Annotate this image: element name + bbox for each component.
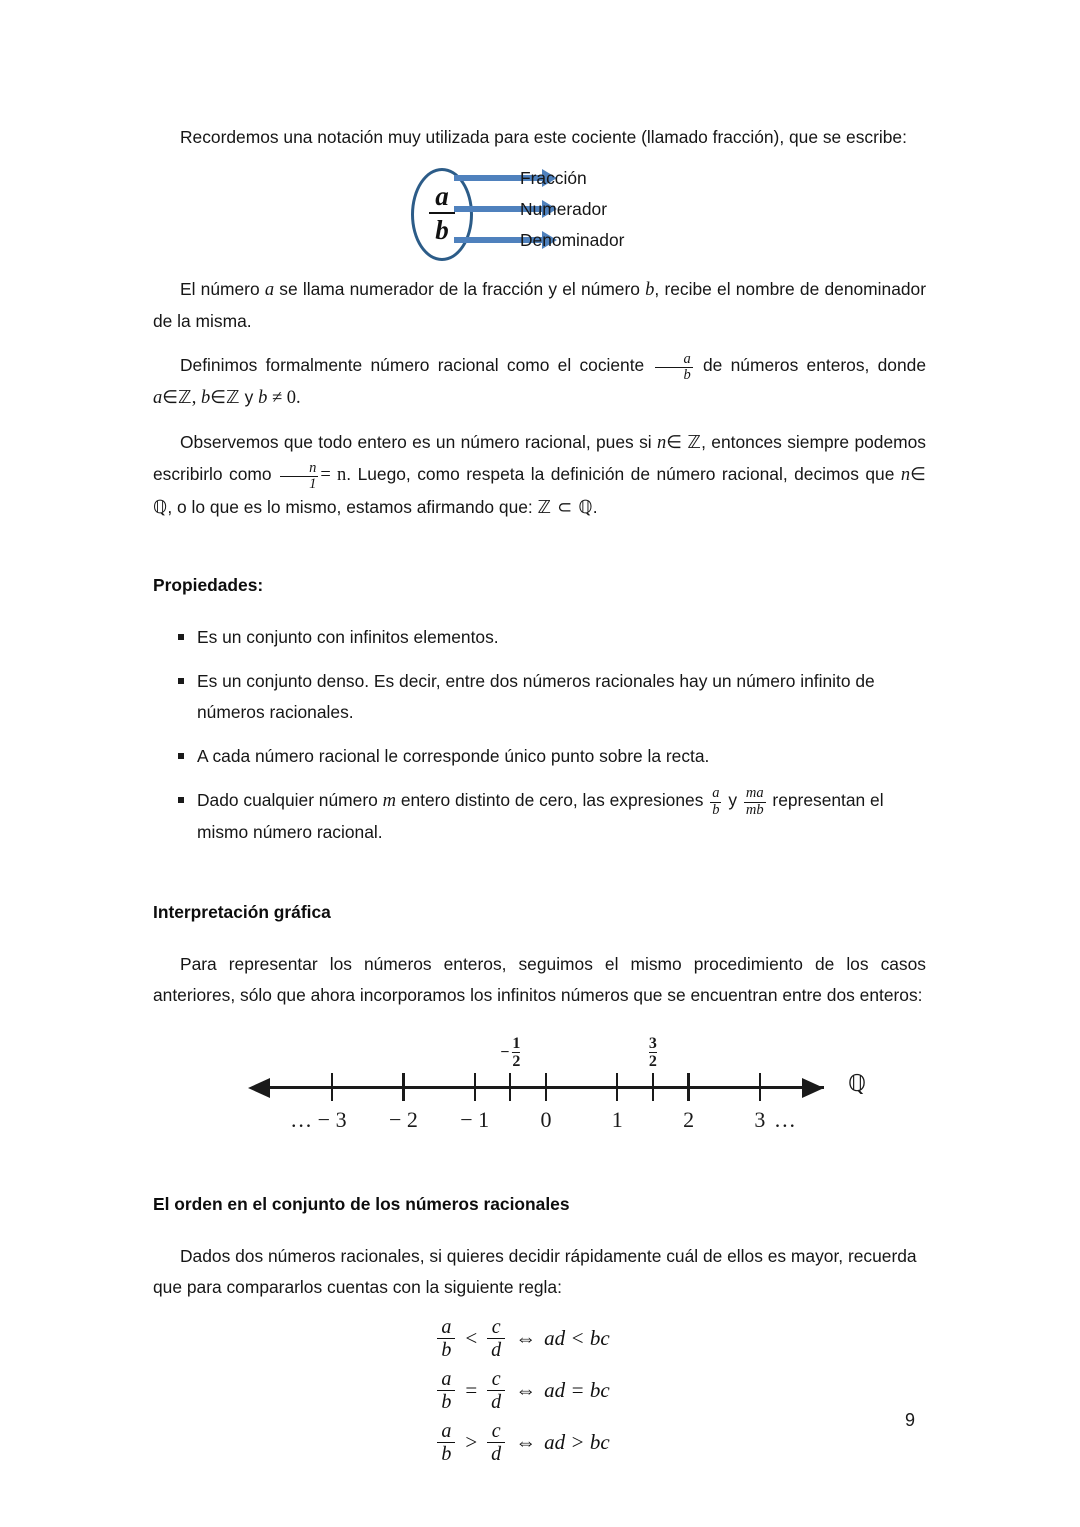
- equation-lhs-fraction: [437, 1368, 455, 1413]
- paragraph-orden: Dados dos números racionales, si quieres decidir rápidamente cuál de ellos es mayor, recuerda que para compararlos cuentas con la siguiente regla:: [153, 1245, 917, 1297]
- math-m: m: [382, 790, 396, 811]
- equation-lhs-fraction: [437, 1316, 455, 1361]
- inline-fraction-ma-over-mb: [744, 786, 766, 818]
- axis-tick-label: − 1: [460, 1106, 490, 1132]
- heading-el-orden: El orden en el conjunto de los números racionales: [153, 1193, 570, 1214]
- inline-fraction-a-over-b: [655, 352, 693, 384]
- paragraph-interpretacion: Para representar los números enteros, seguimos el mismo procedimiento de los casos anteriores, sólo que ahora incorporamos los infinitos números que se encuentran entre dos enteros:: [153, 953, 926, 1005]
- axis-tick-fraction: [652, 1073, 654, 1101]
- inline-fraction-a-over-b: [710, 786, 721, 818]
- fraction-stack: [649, 1035, 657, 1071]
- axis-arrow-right-icon: [802, 1078, 824, 1098]
- fraction-denominator: b: [712, 801, 720, 818]
- text-run: ,: [191, 388, 201, 409]
- fraction-denominator: 2: [512, 1053, 521, 1071]
- iff-operator: ⇔: [515, 1430, 537, 1455]
- text-run: , recibe el nombre de denominador de la misma.: [153, 279, 926, 331]
- axis-tick-label: 3: [754, 1106, 766, 1132]
- axis-tick: [687, 1073, 689, 1101]
- paragraph-observemos: [153, 427, 926, 522]
- list-item-text: Es un conjunto con infinitos elementos.: [197, 626, 499, 647]
- page-number: 9: [905, 1410, 916, 1430]
- math-set-z: ℤ: [537, 496, 552, 518]
- fraction-denominator-symbol: b: [435, 215, 449, 246]
- equation-row: [135, 1310, 908, 1362]
- fraction-numerator-symbol: a: [435, 181, 449, 211]
- equation-result: ad = bc: [544, 1378, 610, 1403]
- equation-row: [135, 1362, 908, 1414]
- math-b: b: [201, 388, 211, 409]
- label-numerador: Numerador: [520, 199, 607, 219]
- math-set-z: ℤ: [687, 432, 702, 454]
- text-run: Definimos formalmente número racional como el cociente: [180, 355, 653, 375]
- math-b: b: [258, 388, 268, 409]
- fraction-denominator: mb: [745, 801, 764, 818]
- math-element-of: ∈: [162, 387, 179, 409]
- axis-tick-label: − 2: [388, 1106, 418, 1132]
- bullet-square-icon: [178, 634, 184, 640]
- axis-tick: [331, 1073, 333, 1101]
- fraction-denominator: b: [655, 367, 693, 383]
- text-run: , o lo que es lo mismo, estamos afirmando que:: [167, 496, 538, 517]
- relation-operator: >: [465, 1430, 478, 1455]
- fraction-denominator: 2: [648, 1053, 657, 1071]
- axis-tick-fraction: [509, 1073, 511, 1101]
- math-a: a: [153, 388, 163, 409]
- axis-ellipsis-left: …: [290, 1106, 313, 1132]
- fraction-sign: −: [500, 1044, 510, 1062]
- fraction-numerator: c: [491, 1419, 501, 1442]
- fraction-stack: [512, 1035, 520, 1071]
- axis-tick-label: 2: [683, 1106, 695, 1132]
- paragraph-definicion-formal: [153, 350, 926, 414]
- text-run: . Luego, como respeta la definición de número racional, decimos que: [346, 464, 901, 485]
- text-run: Dado cualquier número: [197, 789, 383, 810]
- axis-tick-label: − 3: [317, 1106, 347, 1132]
- inline-fraction-n-over-1: [280, 461, 318, 493]
- axis-fraction-label: [649, 1035, 657, 1071]
- iff-operator: ⇔: [515, 1378, 537, 1403]
- fraction-numerator: 1: [512, 1034, 521, 1052]
- equation-rhs-fraction: [487, 1368, 505, 1413]
- fraction-denominator: b: [437, 1338, 455, 1361]
- text-run: , entonces siempre podemos escribirlo como: [153, 432, 926, 485]
- axis-tick: [402, 1073, 404, 1101]
- fraction-bar-icon: [429, 212, 455, 214]
- list-item: [176, 622, 926, 653]
- text-run: y: [239, 387, 259, 408]
- axis-tick: [759, 1073, 761, 1101]
- equation-result: ad < bc: [544, 1326, 610, 1351]
- list-item: [176, 785, 926, 848]
- label-denominador: Denominador: [520, 230, 625, 250]
- text-run: entero distinto de cero, las expresiones: [395, 789, 709, 810]
- equation-result: ad > bc: [544, 1430, 610, 1455]
- math-b: b: [645, 280, 655, 300]
- text-run: .: [592, 496, 598, 517]
- fraction-denominator: b: [437, 1390, 455, 1413]
- fraction-numerator: c: [491, 1367, 501, 1390]
- fraction-numerator: a: [441, 1419, 452, 1442]
- heading-interpretacion-grafica: Interpretación gráfica: [153, 901, 331, 922]
- label-fraccion: Fracción: [520, 168, 587, 188]
- bullet-square-icon: [178, 678, 184, 684]
- fraction-numerator: a: [683, 350, 691, 367]
- page-content: [153, 122, 926, 1466]
- axis-tick-label: 1: [611, 1106, 623, 1132]
- text-run: se llama numerador de la fracción y el número: [274, 279, 646, 299]
- fraction-numerator: c: [491, 1315, 501, 1338]
- math-n: n: [900, 465, 911, 486]
- math-set-q: ℚ: [578, 496, 593, 518]
- fraction-numerator: 3: [648, 1034, 657, 1052]
- iff-operator: ⇔: [515, 1326, 537, 1351]
- math-equals-n: = n: [320, 465, 347, 486]
- paragraph-numerador-denominador: [153, 274, 926, 337]
- math-element-of: ∈: [210, 387, 227, 409]
- bullet-square-icon: [178, 797, 184, 803]
- axis-tick-label: 0: [540, 1106, 552, 1132]
- heading-propiedades: Propiedades:: [153, 574, 264, 595]
- math-not-equal-zero: ≠ 0.: [267, 388, 301, 409]
- relation-operator: <: [465, 1326, 478, 1351]
- order-rules-equations: [153, 1310, 926, 1466]
- equation-rhs-fraction: [487, 1420, 505, 1465]
- text-run: El número: [180, 279, 265, 299]
- text-run: Observemos que todo entero es un número racional, pues si: [180, 432, 657, 453]
- text-run: y: [723, 789, 742, 810]
- fraction-numerator: a: [441, 1315, 452, 1338]
- bullet-square-icon: [178, 753, 184, 759]
- fraction-denominator: d: [487, 1390, 505, 1413]
- math-a: a: [264, 280, 275, 300]
- axis-ellipsis-right: …: [773, 1106, 796, 1132]
- propiedades-list: [153, 622, 926, 848]
- fraction-denominator: d: [487, 1442, 505, 1465]
- list-item-text: Es un conjunto denso. Es decir, entre dos números racionales hay un número infinito de números racionales.: [197, 670, 875, 722]
- math-set-z: ℤ: [178, 387, 192, 409]
- intro-paragraph: Recordemos una notación muy utilizada para este cociente (llamado fracción), que se escribe:: [180, 127, 907, 147]
- axis-fraction-label: [500, 1035, 520, 1071]
- equation-rhs-fraction: [487, 1316, 505, 1361]
- equation-lhs-fraction: [437, 1420, 455, 1465]
- fraction-denominator: d: [487, 1338, 505, 1361]
- axis-tick: [616, 1073, 618, 1101]
- fraction-diagram: [153, 162, 926, 270]
- fraction-numerator: a: [712, 785, 720, 802]
- number-line-chart: [153, 1023, 926, 1153]
- equation-row: [135, 1414, 908, 1466]
- list-item: [176, 741, 926, 772]
- list-item: [176, 666, 926, 728]
- fraction-numerator: n: [309, 459, 317, 476]
- text-run: representan el mismo número racional.: [197, 789, 884, 842]
- axis-tick: [474, 1073, 476, 1101]
- fraction-denominator: b: [437, 1442, 455, 1465]
- text-run: de números enteros, donde: [694, 355, 926, 375]
- math-set-z: ℤ: [226, 387, 240, 409]
- fraction-numerator: a: [441, 1367, 452, 1390]
- fraction-denominator: 1: [280, 476, 318, 492]
- relation-operator: =: [465, 1378, 478, 1403]
- math-n: n: [657, 433, 667, 454]
- axis-tick: [545, 1073, 547, 1101]
- axis-label-q: ℚ: [848, 1070, 867, 1097]
- fraction-numerator: ma: [745, 785, 764, 802]
- list-item-text: A cada número racional le corresponde único punto sobre la recta.: [197, 745, 710, 766]
- math-set-q: ℚ: [153, 496, 168, 518]
- math-element-of: ∈: [666, 432, 683, 454]
- axis-arrow-left-icon: [248, 1078, 270, 1098]
- math-subset: ⊂: [551, 496, 579, 518]
- math-element-of: ∈: [910, 464, 926, 486]
